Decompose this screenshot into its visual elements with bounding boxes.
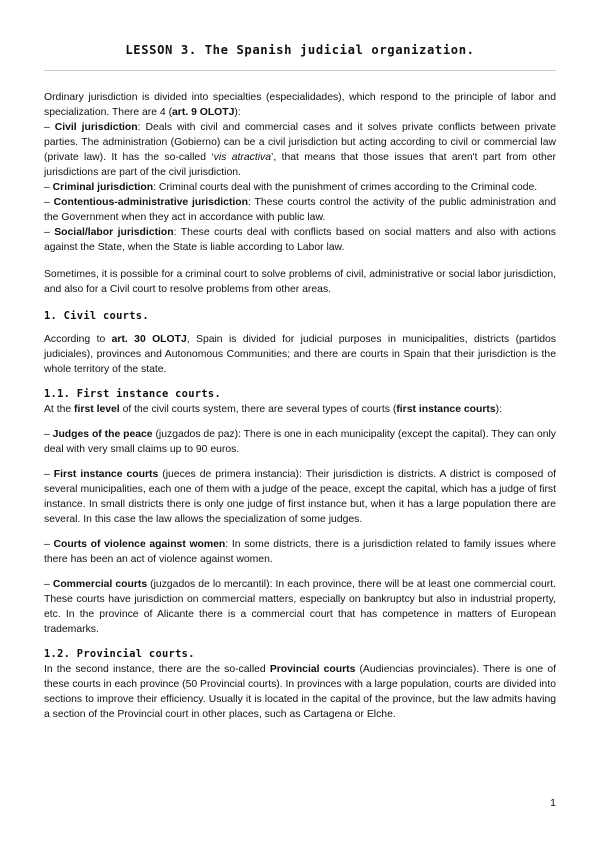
specialty-social: – Social/labor jurisdiction: These courts deal with conflicts based on social matters and also with actions against the State, when the State is liable according to Labor law. — [44, 227, 556, 253]
page-number: 1 — [550, 797, 556, 809]
court-item-judges-of-peace: – Judges of the peace (juzgados de paz): There is one in each municipality (except the capital). They can only deal with very small claims up to 90 euros. — [44, 429, 556, 455]
lead-text-mid: of the civil courts system, there are several types of courts ( — [119, 404, 397, 415]
specialty-contentious: – Contentious-administrative jurisdiction: These courts control the activity of the public administration and the Government when they act in accordance with public law. — [44, 197, 557, 223]
intro-tail: ): — [234, 107, 241, 118]
specialty-civil: – Civil jurisdiction: Deals with civil and commercial cases and it solves private conflicts between private parties. The administration (Gobierno) can be a civil jurisdiction but acting according to civil or commercial law (private law). It has the so-called ‘vis atractiva’, that means that those issues that aren't part from other jurisdictions are part of the civil jurisdiction. — [44, 122, 556, 178]
title-divider — [44, 70, 556, 71]
court-text: (juzgados de paz): There is one in each municipality (except the capital). They can only deal with very small claims up to 90 euros. — [44, 429, 556, 455]
specialty-text: : These courts control the activity of the public administration and the Government when they act in accordance with public law. — [44, 197, 557, 223]
page-title: LESSON 3. The Spanish judicial organization. — [125, 43, 475, 57]
court-term: Judges of the peace — [52, 429, 153, 440]
section-heading-civil-courts: 1. Civil courts. — [44, 310, 149, 322]
specialty-text: : Criminal courts deal with the punishment of crimes according to the Criminal code. — [153, 182, 538, 193]
specialty-text-tail: ’, that means that those issues that aren't part from other jurisdictions are part of the civil jurisdiction. — [44, 152, 556, 178]
provincial-courts-paragraph — [44, 662, 556, 722]
specialty-text: : Deals with civil and commercial cases and it solves private conflicts between private parties. The administration (Gobierno) can be a civil jurisdiction but acting according to civil or commercial law (private law). It has the so-called ‘ — [44, 122, 556, 163]
civil-text: According to — [44, 334, 112, 345]
court-term: First instance courts — [53, 469, 159, 480]
court-term: Courts of violence against women — [53, 539, 226, 550]
provincial-text: In the second instance, there are the so-called — [44, 664, 270, 675]
court-item-violence-against-women: – Courts of violence against women: In some districts, there is a jurisdiction related to family issues where there has been an act of violence against women. — [44, 539, 556, 565]
provincial-text-tail: (Audiencias provinciales). There is one of these courts in each province (50 Provincial courts). In provinces with a large population, courts are divided into sections to improve their efficiency. Usually it is located in the capital of the province, but the law admits having a section of the Provincial court in other places, such as Cartagena or Elche. — [44, 664, 556, 720]
intro-paragraph — [44, 90, 556, 120]
specialty-term: Social/labor jurisdiction — [54, 227, 174, 238]
specialty-italic: vis atractiva — [213, 152, 272, 163]
specialty-text: : These courts deal with conflicts based on social matters and also with actions against the State, when the State is liable according to Labor law. — [44, 227, 556, 253]
intro-article-ref: art. 9 OLOTJ — [172, 107, 235, 118]
specialty-criminal: – Criminal jurisdiction: Criminal courts deal with the punishment of crimes according to the Criminal code. — [44, 182, 538, 193]
court-text: (jueces de primera instancia): Their jurisdiction is districts. A district is composed of several municipalities, each one of them with a judge of the peace, except the capital, which has a judge of first instance. In small districts there is only one judge of first instance but, when it has a large population there are several. In this case the law allows the specialization of some judges. — [44, 469, 557, 525]
civil-text-tail: , Spain is divided for judicial purposes in municipalities, districts (partidos judiciales), provinces and Autonomous Communities; and there are courts in Spain that their jurisdiction is the whole territory of the state. — [44, 334, 556, 375]
lead-bold: first level — [74, 404, 120, 415]
civil-courts-paragraph — [44, 332, 556, 377]
sometimes-paragraph: Sometimes, it is possible for a criminal court to solve problems of civil, administrative or social labor jurisdiction, and also for a Civil court to resolve problems from other areas. — [44, 269, 556, 295]
intro-text: Ordinary jurisdiction is divided into specialties (especialidades), which respond to the principle of labor and specialization. There are 4 ( — [44, 92, 556, 118]
lead-text-tail: ): — [495, 404, 502, 415]
lead-bold-2: first instance courts — [396, 404, 496, 415]
provincial-bold: Provincial courts — [269, 664, 356, 675]
court-text: (juzgados de lo mercantil): In each province, there will be at least one commercial court. These courts have jurisdiction on commercial matters, especially on bankruptcy but also in industrial property, etc. In the province of Alicante there is a commercial court that has competence in matters of European trademarks. — [44, 579, 556, 635]
specialty-term: Contentious-administrative jurisdiction — [53, 197, 248, 208]
specialty-term: Civil jurisdiction — [54, 122, 138, 133]
section-heading-first-instance: 1.1. First instance courts. — [44, 388, 222, 400]
court-item-first-instance: – First instance courts (jueces de primera instancia): Their jurisdiction is districts. A district is composed of several municipalities, each one of them with a judge of the peace, except the capital, which has a judge of first instance. In small districts there is only one judge of first instance but, when it has a large population there are several. In this case the law allows the specialization of some judges. — [44, 469, 557, 525]
section-heading-provincial-courts: 1.2. Provincial courts. — [44, 648, 195, 660]
first-level-paragraph — [44, 402, 556, 417]
court-term: Commercial courts — [52, 579, 148, 590]
lead-text: At the — [44, 404, 75, 415]
civil-article-ref: art. 30 OLOTJ — [111, 334, 187, 345]
court-item-commercial: – Commercial courts (juzgados de lo mercantil): In each province, there will be at least one commercial court. These courts have jurisdiction on commercial matters, especially on bankruptcy but also in industrial property, etc. In the province of Alicante there is a commercial court that has competence in matters of European trademarks. — [44, 579, 556, 635]
document-body — [44, 90, 556, 722]
court-text: : In some districts, there is a jurisdiction related to family issues where there has been an act of violence against women. — [44, 539, 556, 565]
specialty-term: Criminal jurisdiction — [52, 182, 154, 193]
